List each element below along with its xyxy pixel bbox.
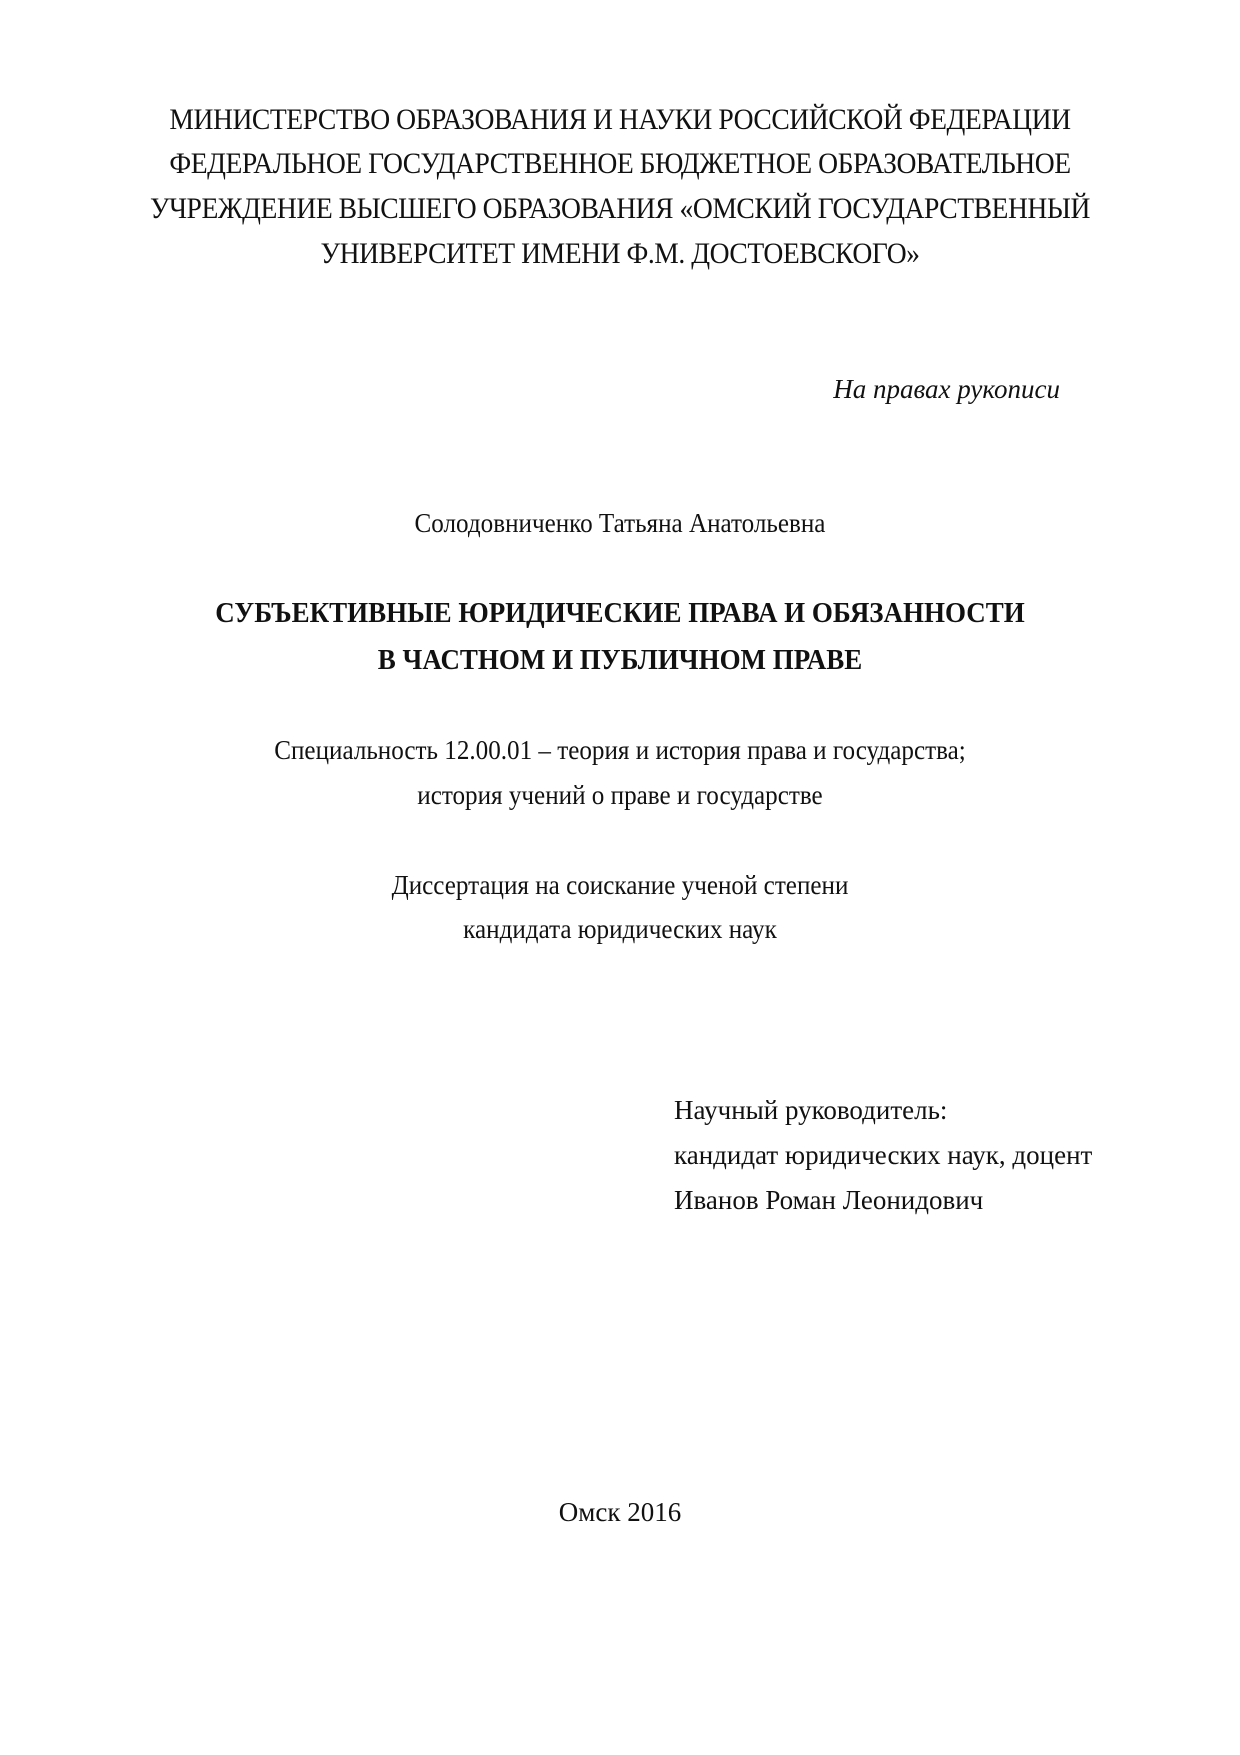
header-line-1: МИНИСТЕРСТВО ОБРАЗОВАНИЯ И НАУКИ РОССИЙСКОЙ ФЕДЕРАЦИИ — [169, 103, 1071, 136]
advisor-degree: кандидат юридических наук, доцент — [674, 1140, 1093, 1170]
advisor-label: Научный руководитель: — [674, 1095, 948, 1125]
degree-line-2: кандидата юридических наук — [463, 914, 777, 944]
manuscript-note: На правах рукописи — [833, 374, 1060, 404]
specialty-line-1: Специальность 12.00.01 – теория и история права и государства; — [274, 735, 966, 765]
header-line-4: УНИВЕРСИТЕТ ИМЕНИ Ф.М. ДОСТОЕВСКОГО» — [320, 237, 920, 270]
header-line-2: ФЕДЕРАЛЬНОЕ ГОСУДАРСТВЕННОЕ БЮДЖЕТНОЕ ОБРАЗОВАТЕЛЬНОЕ — [169, 147, 1071, 180]
advisor-name: Иванов Роман Леонидович — [674, 1185, 984, 1215]
author-name: Солодовниченко Татьяна Анатольевна — [414, 508, 826, 538]
title-line-1: СУБЪЕКТИВНЫЕ ЮРИДИЧЕСКИЕ ПРАВА И ОБЯЗАННОСТИ — [215, 597, 1025, 629]
specialty-line-2: история учений о праве и государстве — [417, 780, 823, 810]
header-line-3: УЧРЕЖДЕНИЕ ВЫСШЕГО ОБРАЗОВАНИЯ «ОМСКИЙ ГОСУДАРСТВЕННЫЙ — [149, 192, 1090, 225]
degree-line-1: Диссертация на соискание ученой степени — [391, 870, 849, 900]
title-line-2: В ЧАСТНОМ И ПУБЛИЧНОМ ПРАВЕ — [377, 644, 863, 676]
city-year: Омск 2016 — [558, 1497, 682, 1527]
